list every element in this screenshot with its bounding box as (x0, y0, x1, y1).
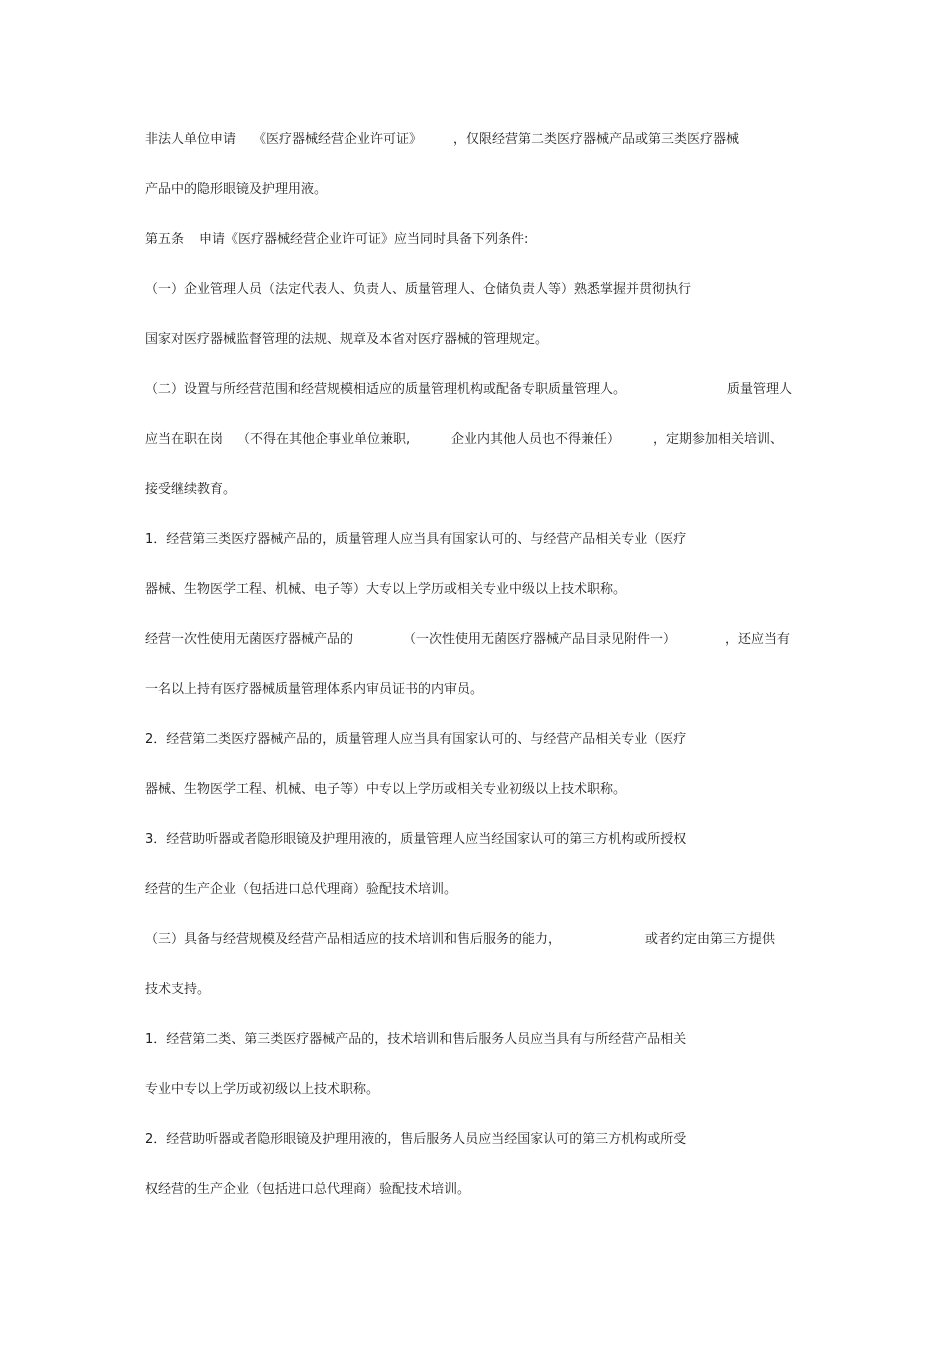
text-segment: 一名以上持有医疗器械质量管理体系内审员证书的内审员。 (145, 682, 484, 697)
text-line (145, 1178, 471, 1202)
text-segment: 经营一次性使用无菌医疗器械产品的 (145, 632, 354, 647)
text-segment: ，还应当有 (725, 632, 791, 647)
text-line (145, 878, 458, 902)
text-line (145, 828, 687, 852)
text-line (145, 128, 740, 152)
text-segment: 企业内其他人员也不得兼任） (451, 432, 621, 447)
text-line (145, 1028, 687, 1052)
text-line (145, 928, 776, 952)
text-segment: （不得在其他企事业单位兼职, (237, 432, 411, 447)
text-segment: ，仅限经营第二类医疗器械产品或第三类医疗器械 (453, 132, 740, 147)
text-line (145, 378, 793, 402)
text-segment: 质量管理人 (727, 382, 793, 397)
text-line (145, 478, 237, 502)
text-segment: （二）设置与所经营范围和经营规模相适应的质量管理机构或配备专职质量管理人。 (145, 382, 627, 397)
text-segment: 3．经营助听器或者隐形眼镜及护理用液的，质量管理人应当经国家认可的第三方机构或所授权 (145, 832, 687, 847)
text-line (145, 978, 211, 1002)
text-line (145, 628, 791, 652)
text-line (145, 678, 484, 702)
text-line (145, 778, 627, 802)
text-segment: 2．经营第二类医疗器械产品的，质量管理人应当具有国家认可的、与经营产品相关专业（医疗 (145, 732, 687, 747)
text-line (145, 178, 328, 202)
text-segment: 接受继续教育。 (145, 482, 237, 497)
text-segment: 产品中的隐形眼镜及护理用液。 (145, 182, 328, 197)
text-segment: 专业中专以上学历或初级以上技术职称。 (145, 1082, 380, 1097)
text-line (145, 728, 687, 752)
text-segment: 1．经营第二类、第三类医疗器械产品的，技术培训和售后服务人员应当具有与所经营产品相关 (145, 1032, 687, 1047)
text-segment: ，定期参加相关培训、 (653, 432, 784, 447)
text-segment: （一次性使用无菌医疗器械产品目录见附件一） (403, 632, 677, 647)
text-segment: 《医疗器械经营企业许可证》 (253, 132, 423, 147)
text-segment: 经营的生产企业（包括进口总代理商）验配技术培训。 (145, 882, 458, 897)
text-segment: 或者约定由第三方提供 (645, 932, 776, 947)
text-segment: 权经营的生产企业（包括进口总代理商）验配技术培训。 (145, 1182, 471, 1197)
text-segment: （一）企业管理人员（法定代表人、负责人、质量管理人、仓储负责人等）熟悉掌握并贯彻执行 (145, 282, 692, 297)
text-segment: 2．经营助听器或者隐形眼镜及护理用液的，售后服务人员应当经国家认可的第三方机构或所受 (145, 1132, 687, 1147)
text-segment: 器械、生物医学工程、机械、电子等）大专以上学历或相关专业中级以上技术职称。 (145, 582, 627, 597)
text-line (145, 528, 687, 552)
text-segment: 国家对医疗器械监督管理的法规、规章及本省对医疗器械的管理规定。 (145, 332, 549, 347)
text-line (145, 428, 784, 452)
text-line (145, 228, 529, 252)
text-line (145, 578, 627, 602)
text-line (145, 1128, 687, 1152)
text-line (145, 328, 549, 352)
text-segment: 申请《医疗器械经营企业许可证》应当同时具备下列条件: (199, 232, 529, 247)
text-segment: （三）具备与经营规模及经营产品相适应的技术培训和售后服务的能力， (145, 932, 562, 947)
text-line (145, 1078, 380, 1102)
text-segment: 非法人单位申请 (145, 132, 237, 147)
text-segment: 第五条 (145, 232, 185, 247)
text-line (145, 278, 692, 302)
text-segment: 1．经营第三类医疗器械产品的，质量管理人应当具有国家认可的、与经营产品相关专业（医疗 (145, 532, 687, 547)
text-segment: 技术支持。 (145, 982, 211, 997)
text-segment: 器械、生物医学工程、机械、电子等）中专以上学历或相关专业初级以上技术职称。 (145, 782, 627, 797)
text-segment: 应当在职在岗 (145, 432, 224, 447)
